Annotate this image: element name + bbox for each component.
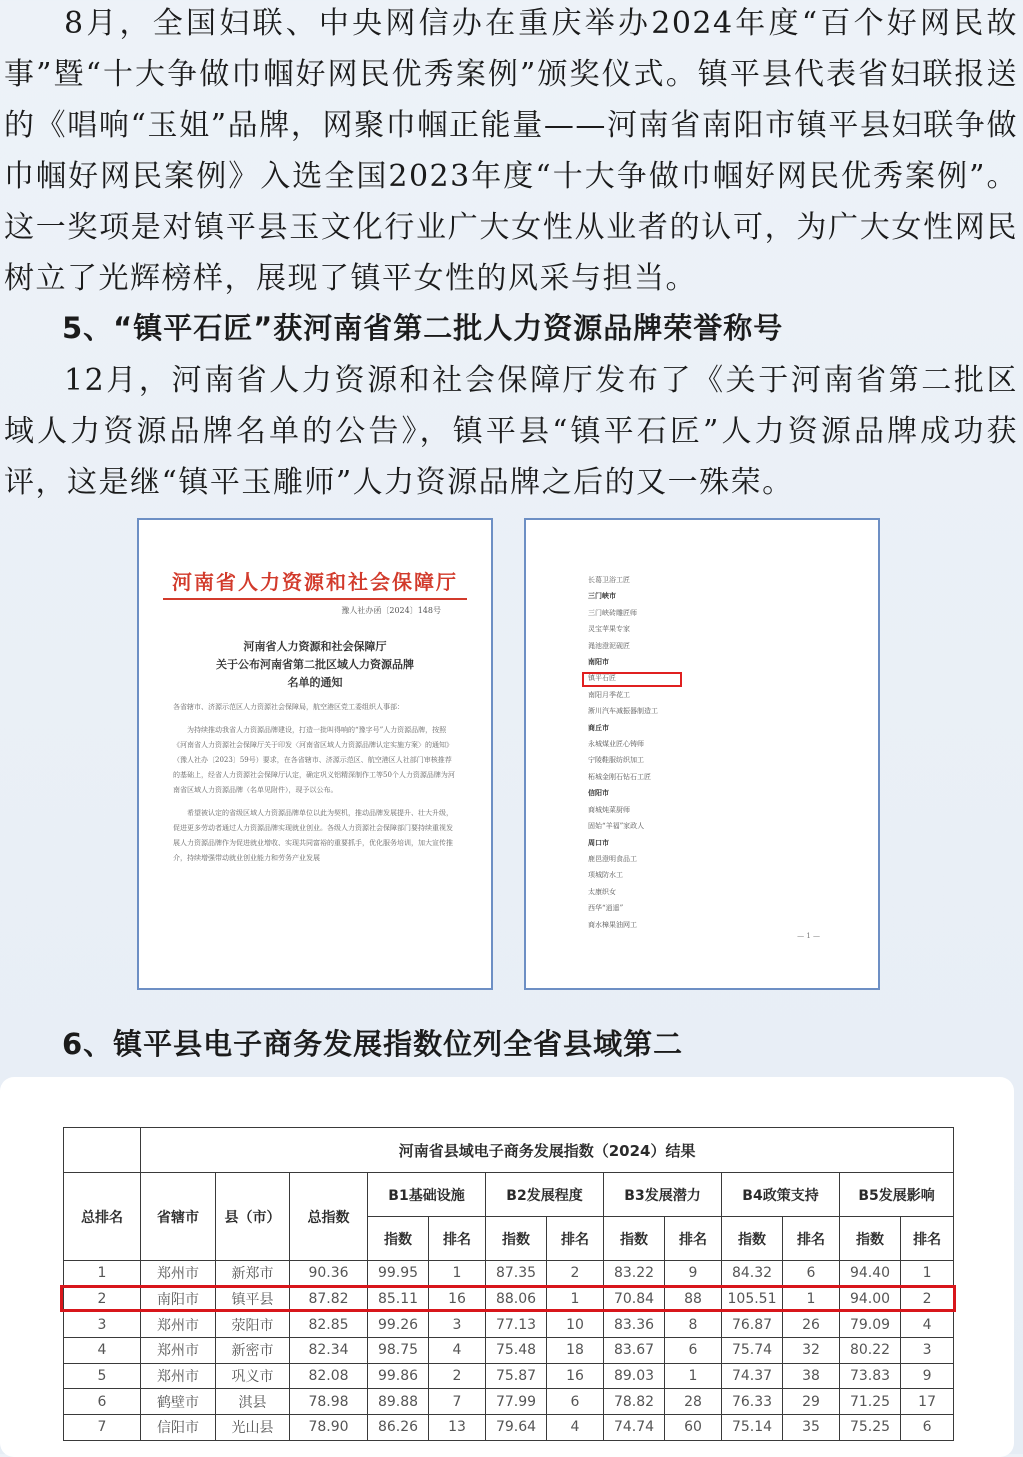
table-cell: 83.36 (604, 1312, 665, 1338)
table-cell: 17 (901, 1389, 954, 1415)
table-cell: 13 (429, 1415, 486, 1441)
highlight-box-zhenping-stonemason (582, 672, 682, 687)
table-cell: 105.51 (722, 1286, 783, 1312)
table-cell: 南阳市 (141, 1286, 216, 1312)
table-cell: 82.34 (290, 1338, 368, 1364)
table-row (64, 1389, 954, 1415)
table-cell: 6 (901, 1415, 954, 1441)
header-sub-rank: 排名 (901, 1217, 954, 1261)
table-cell: 74.37 (722, 1363, 783, 1389)
table-cell: 38 (783, 1363, 840, 1389)
table-row (64, 1286, 954, 1312)
table-cell: 1 (901, 1261, 954, 1287)
table-cell: 84.32 (722, 1261, 783, 1287)
notice-document-image (137, 518, 493, 990)
table-cell: 8 (665, 1312, 722, 1338)
table-cell: 郑州市 (141, 1363, 216, 1389)
table-cell: 98.75 (368, 1338, 429, 1364)
table-cell: 99.95 (368, 1261, 429, 1287)
brand-list-item: 三门峡砖雕匠师 (588, 608, 637, 617)
table-cell: 信阳市 (141, 1415, 216, 1441)
table-cell: 28 (665, 1389, 722, 1415)
section-heading-5: 5、“镇平石匠”获河南省第二批人力资源品牌荣誉称号 (62, 311, 784, 345)
table-row (64, 1338, 954, 1364)
brand-list (588, 572, 658, 933)
table-cell: 新密市 (216, 1338, 290, 1364)
brand-list-item: 西华“逍遥” (588, 904, 624, 913)
table-cell: 60 (665, 1415, 722, 1441)
header-sub-index: 指数 (722, 1217, 783, 1261)
table-cell: 2 (64, 1286, 141, 1312)
header-county: 县（市） (216, 1173, 290, 1261)
table-row (64, 1363, 954, 1389)
table-cell: 87.35 (486, 1261, 547, 1287)
table-cell: 5 (64, 1363, 141, 1389)
header-total-index: 总指数 (290, 1173, 368, 1261)
table-cell: 镇平县 (216, 1286, 290, 1312)
table-cell: 鹤壁市 (141, 1389, 216, 1415)
header-group: B5发展影响 (840, 1173, 954, 1217)
table-cell: 82.08 (290, 1363, 368, 1389)
table-cell: 75.14 (722, 1415, 783, 1441)
brand-list-item: 长葛卫浴工匠 (588, 576, 630, 584)
table-cell: 16 (547, 1363, 604, 1389)
brand-list-item: 渑池澄泥砚匠 (588, 641, 630, 650)
table-cell: 99.86 (368, 1363, 429, 1389)
table-cell: 2 (901, 1286, 954, 1312)
header-city: 省辖市 (141, 1173, 216, 1261)
header-group: B1基础设施 (368, 1173, 486, 1217)
header-sub-index: 指数 (368, 1217, 429, 1261)
document-title-line: 关于公布河南省第二批区域人力资源品牌 (216, 658, 414, 671)
table-cell: 1 (783, 1286, 840, 1312)
table-cell: 94.40 (840, 1261, 901, 1287)
table-row (64, 1415, 954, 1441)
table-cell: 77.99 (486, 1389, 547, 1415)
brand-list-item: 镇平石匠 (588, 674, 616, 683)
table-cell: 10 (547, 1312, 604, 1338)
ecommerce-index-table (63, 1127, 954, 1441)
table-cell: 86.26 (368, 1415, 429, 1441)
table-cell: 16 (429, 1286, 486, 1312)
table-cell: 83.67 (604, 1338, 665, 1364)
table-cell: 76.33 (722, 1389, 783, 1415)
table-cell: 82.85 (290, 1312, 368, 1338)
header-sub-rank: 排名 (429, 1217, 486, 1261)
brand-list-item: 永城煤业匠心铸师 (588, 740, 644, 749)
table-cell: 3 (901, 1338, 954, 1364)
header-total-rank: 总排名 (64, 1173, 141, 1261)
table-cell: 6 (547, 1389, 604, 1415)
table-cell: 88.06 (486, 1286, 547, 1312)
table-cell: 巩义市 (216, 1363, 290, 1389)
table-cell: 74.74 (604, 1415, 665, 1441)
header-sub-rank: 排名 (783, 1217, 840, 1261)
document-number: 豫人社办函〔2024〕148号 (341, 606, 441, 615)
brand-list-city: 周口市 (588, 837, 609, 847)
header-sub-index: 指数 (604, 1217, 665, 1261)
brand-list-item: 柘城金刚石钻石工匠 (588, 772, 651, 781)
table-cell: 1 (665, 1363, 722, 1389)
page-number: — 1 — (797, 932, 820, 940)
paragraph-stonemason-brand: 12月，河南省人力资源和社会保障厅发布了《关于河南省第二批区域人力资源品牌名单的公告》，镇平县“镇平石匠”人力资源品牌成功获评，这是继“镇平玉雕师”人力资源品牌之后的又一殊荣。 (4, 363, 1018, 500)
table-cell: 4 (547, 1415, 604, 1441)
table-cell: 79.64 (486, 1415, 547, 1441)
table-cell: 4 (64, 1338, 141, 1364)
document-body (173, 700, 455, 874)
table-cell: 99.26 (368, 1312, 429, 1338)
table-cell: 73.83 (840, 1363, 901, 1389)
brand-list-item: 项城防水工 (588, 871, 623, 880)
document-title-line: 名单的通知 (287, 676, 343, 689)
header-sub-index: 指数 (840, 1217, 901, 1261)
table-cell: 89.03 (604, 1363, 665, 1389)
table-cell: 郑州市 (141, 1338, 216, 1364)
table-cell: 6 (665, 1338, 722, 1364)
brand-list-item: 灵宝苹果专家 (588, 625, 630, 634)
table-cell: 90.36 (290, 1261, 368, 1287)
brand-list-item: 固始“羊福”家政人 (588, 822, 645, 831)
table-cell: 光山县 (216, 1415, 290, 1441)
header-group: B3发展潜力 (604, 1173, 722, 1217)
table-cell: 75.48 (486, 1338, 547, 1364)
brand-list-item: 商水樟果油网工 (588, 920, 637, 929)
table-cell: 2 (547, 1261, 604, 1287)
table-cell: 76.87 (722, 1312, 783, 1338)
table-cell: 3 (429, 1312, 486, 1338)
table-cell: 78.82 (604, 1389, 665, 1415)
table-cell: 71.25 (840, 1389, 901, 1415)
brand-list-city: 南阳市 (588, 657, 609, 667)
table-cell: 淇县 (216, 1389, 290, 1415)
table-cell: 1 (64, 1261, 141, 1287)
table-cell: 80.22 (840, 1338, 901, 1364)
table-row (64, 1261, 954, 1287)
document-title-line: 河南省人力资源和社会保障厅 (243, 640, 387, 653)
brand-list-item: 鹿邑澄明食品工 (588, 854, 637, 863)
table-cell: 87.82 (290, 1286, 368, 1312)
paragraph-women-netizen-award: 8月，全国妇联、中央网信办在重庆举办2024年度“百个好网民故事”暨“十大争做巾帼好网民优秀案例”颁奖仪式。镇平县代表省妇联报送的《唱响“玉姐”品牌，网聚巾帼正能量——河南省南阳市镇平县妇联争做巾帼好网民案例》入选全国2023年度“十大争做巾帼好网民优秀案例”。这一奖项是对镇平县玉文化行业广大女性从业者的认可，为广大女性网民树立了光辉榜样，展现了镇平女性的风采与担当。 (4, 6, 1018, 296)
table-cell: 9 (901, 1363, 954, 1389)
table-cell: 9 (665, 1261, 722, 1287)
table-title: 河南省县域电子商务发展指数（2024）结果 (141, 1128, 954, 1173)
table-cell: 89.88 (368, 1389, 429, 1415)
table-cell: 7 (429, 1389, 486, 1415)
header-sub-rank: 排名 (665, 1217, 722, 1261)
table-cell: 75.87 (486, 1363, 547, 1389)
table-cell: 29 (783, 1389, 840, 1415)
table-cell: 新郑市 (216, 1261, 290, 1287)
table-cell: 75.74 (722, 1338, 783, 1364)
brand-list-city: 信阳市 (588, 788, 609, 798)
table-cell: 1 (547, 1286, 604, 1312)
brand-list-item: 商城炖菜厨师 (588, 805, 630, 814)
header-sub-rank: 排名 (547, 1217, 604, 1261)
document-title (139, 638, 491, 692)
table-cell: 85.11 (368, 1286, 429, 1312)
table-cell: 4 (901, 1312, 954, 1338)
table-cell: 郑州市 (141, 1261, 216, 1287)
table-cell: 3 (64, 1312, 141, 1338)
table-cell: 荥阳市 (216, 1312, 290, 1338)
table-cell: 4 (429, 1338, 486, 1364)
table-cell: 郑州市 (141, 1312, 216, 1338)
document-body-paragraph: 为持续推动我省人力资源品牌建设，打造一批叫得响的“豫字号”人力资源品牌，按照《河南省人力资源社会保障厅关于印发〈河南省区域人力资源品牌认定实施方案〉的通知》（豫人社办〔2023〕59号）要求，在各省辖市、济源示范区、航空港区人社部门审核推荐的基础上，经省人力资源社会保障厅认定，确定巩义铝精深制作工等50个人力资源品牌为河南省区域人力资源品牌（名单见附件），现予以公布。 (173, 726, 455, 794)
brand-list-city: 商丘市 (588, 722, 609, 732)
table-cell: 6 (783, 1261, 840, 1287)
document-org-header: 河南省人力资源和社会保障厅 (172, 570, 458, 594)
table-cell: 7 (64, 1415, 141, 1441)
table-cell: 94.00 (840, 1286, 901, 1312)
table-cell: 79.09 (840, 1312, 901, 1338)
table-corner-cell (64, 1128, 141, 1173)
document-body-paragraph: 希望被认定的省级区域人力资源品牌单位以此为契机，推动品牌发展提升、壮大升级，促进更多劳动者通过人力资源品牌实现就业创业。各级人力资源社会保障部门要持续重视发展人力资源品牌作为促进就业增收、实现共同富裕的重要抓手，优化服务培训，加大宣传推介，持续增强带动就业创业能力和劳务产业发展 (173, 809, 453, 862)
table-cell: 2 (429, 1363, 486, 1389)
brand-list-item: 宁陵鞋服纺织加工 (588, 756, 644, 765)
header-group: B2发展程度 (486, 1173, 604, 1217)
table-cell: 18 (547, 1338, 604, 1364)
table-cell: 75.25 (840, 1415, 901, 1441)
document-red-rule (163, 598, 467, 600)
brand-list-city: 三门峡市 (588, 591, 616, 601)
brand-list-item: 淅川汽车减振器制造工 (588, 707, 658, 716)
table-cell: 83.22 (604, 1261, 665, 1287)
table-cell: 35 (783, 1415, 840, 1441)
table-cell: 78.98 (290, 1389, 368, 1415)
table-cell: 1 (429, 1261, 486, 1287)
table-row (64, 1312, 954, 1338)
table-cell: 78.90 (290, 1415, 368, 1441)
header-group: B4政策支持 (722, 1173, 840, 1217)
header-sub-index: 指数 (486, 1217, 547, 1261)
table-cell: 77.13 (486, 1312, 547, 1338)
brand-list-item: 太康织女 (588, 887, 616, 896)
brand-list-item: 南阳月季花工 (588, 690, 630, 699)
brand-list-document-image (524, 518, 880, 990)
table-cell: 6 (64, 1389, 141, 1415)
table-cell: 88 (665, 1286, 722, 1312)
document-body-paragraph: 各省辖市、济源示范区人力资源社会保障局，航空港区党工委组织人事部： (173, 703, 404, 711)
table-cell: 26 (783, 1312, 840, 1338)
section-heading-6: 6、镇平县电子商务发展指数位列全省县域第二 (62, 1027, 684, 1061)
table-cell: 70.84 (604, 1286, 665, 1312)
table-cell: 32 (783, 1338, 840, 1364)
